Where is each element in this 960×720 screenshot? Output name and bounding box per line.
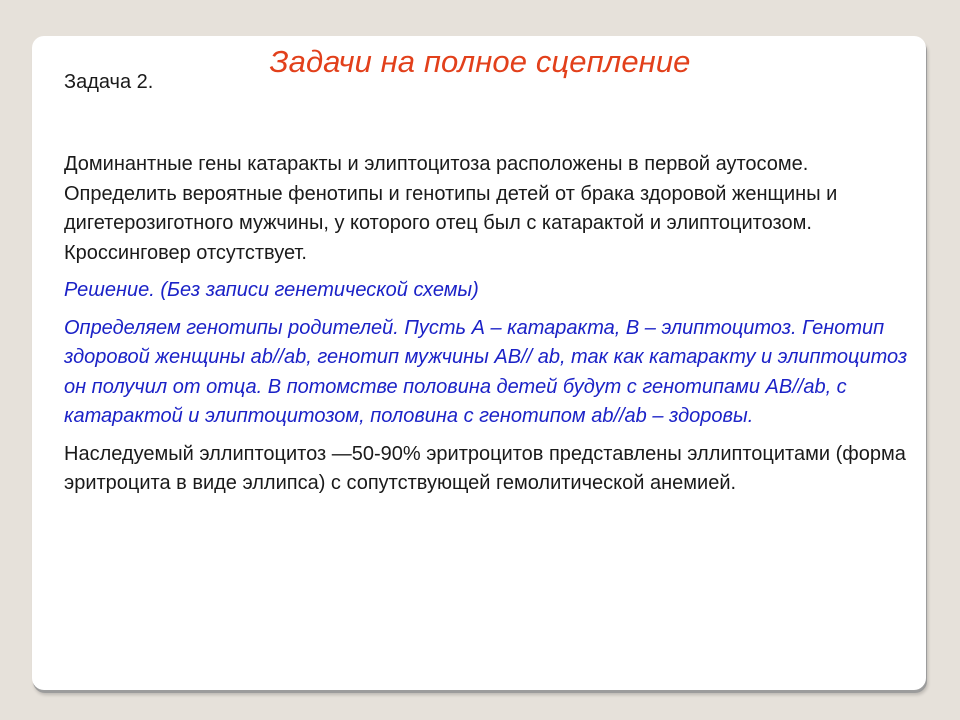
solution-heading: Решение. (Без записи генетической схемы) xyxy=(64,279,479,301)
task-label: Задача 2. xyxy=(64,71,154,93)
slide-title: Задачи на полное сцепление xyxy=(269,44,691,79)
slide-body xyxy=(64,150,914,507)
task-condition: Доминантные гены катаракты и элиптоцитоза расположены в первой аутосоме. Определить вероятные фенотипы и генотипы детей от брака здоровой женщины и дигетерозиготного мужчины, у которого отец был с катарактой и элиптоцитозом. Кроссинговер отсутствует. xyxy=(64,153,838,264)
note-text: Наследуемый эллиптоцитоз —50-90% эритроцитов представлены эллиптоцитами (форма эритроцита в виде эллипса) с сопутствующей гемолитической анемией. xyxy=(64,442,906,494)
solution-text: Определяем генотипы родителей. Пусть А – катаракта, В – элиптоцитоз. Генотип здоровой женщины ab//ab, генотип мужчины АВ// ab, так как катаракту и элиптоцитоз он получил от отца. В потомстве половина детей будут с генотипами АВ//ab, с катарактой и элиптоцитозом, половина с генотипом ab//ab – здоровы. xyxy=(64,316,908,427)
